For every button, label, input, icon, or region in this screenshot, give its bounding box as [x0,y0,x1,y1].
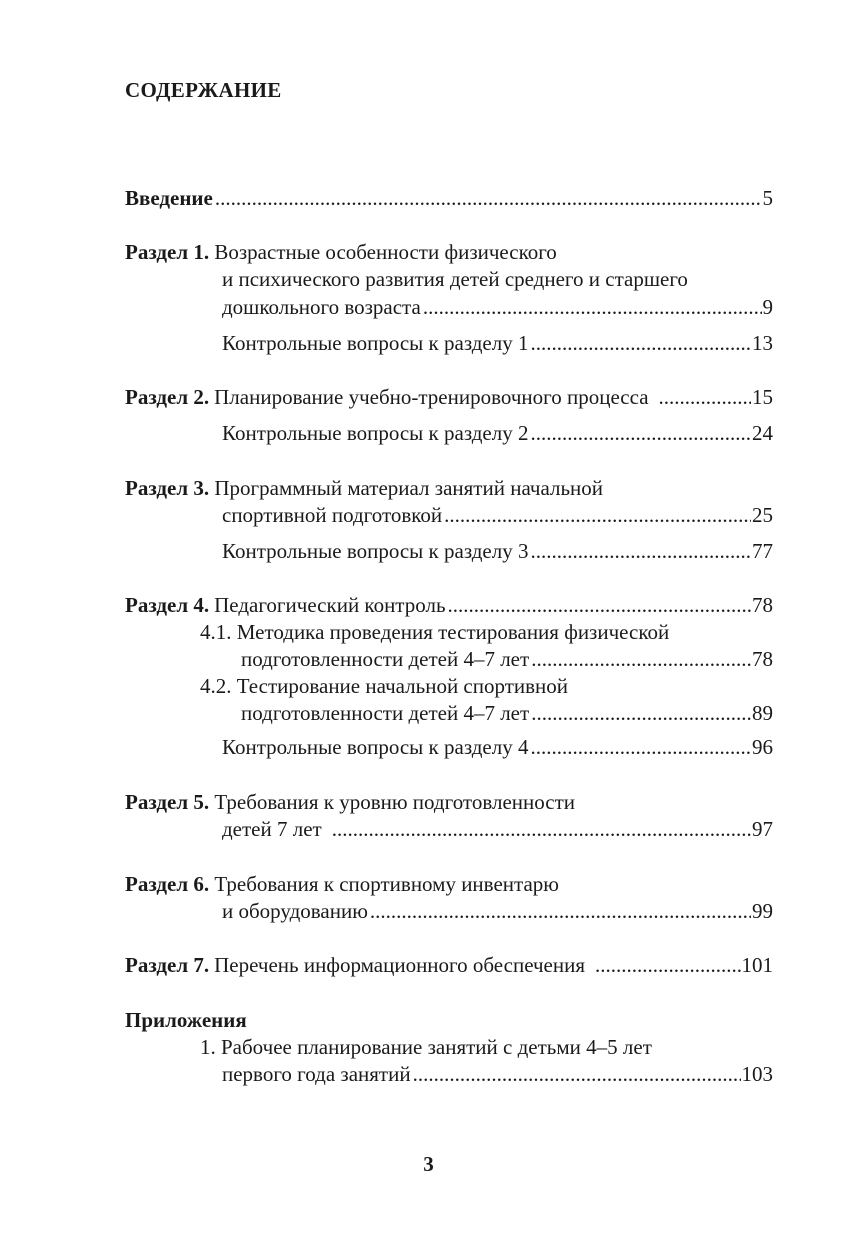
section-title-line: и психического развития детей среднего и старшего [222,267,688,291]
toc-entry-section-2[interactable] [125,383,773,411]
toc-entry-appendix-1[interactable] [200,1033,773,1061]
toc-entry-questions-4[interactable] [222,733,773,761]
section-title-line: Возрастные особенности физического [214,240,557,264]
questions-text: Контрольные вопросы к разделу 3 [222,539,529,563]
toc-entry-section-6[interactable] [125,870,773,898]
subsection-title-last-line [241,699,773,727]
section-title-line: Требования к уровню подготовленности [214,790,576,814]
section-title-line: Перечень информационного обеспечения [214,953,586,977]
dot-leader [370,897,751,925]
dot-leader [530,419,751,447]
section-title-line: Планирование учебно-тренировочного процесса [214,385,649,409]
section-label: Раздел 2. [125,385,210,409]
dot-leader [595,951,740,979]
toc-entry-section-1[interactable] [125,238,773,266]
toc-entry-section-7[interactable] [125,951,773,979]
toc-entry-questions-3[interactable] [222,537,773,565]
page-ref: 15 [752,385,773,409]
questions-text: Контрольные вопросы к разделу 2 [222,421,529,445]
questions-text: Контрольные вопросы к разделу 4 [222,735,529,759]
toc-heading: СОДЕРЖАНИЕ [125,78,282,102]
section-label: Раздел 6. [125,872,210,896]
dot-leader [448,591,751,619]
page-ref: 13 [752,331,773,355]
toc-entry-questions-1[interactable] [222,329,773,357]
section-title-line: Программный материал занятий начальной [214,476,604,500]
dot-leader [531,645,751,673]
page-ref: 78 [752,647,773,671]
section-title-line: и оборудованию [222,899,368,923]
dot-leader [423,293,762,321]
section-title-last-line [222,293,773,321]
page-ref: 89 [752,701,773,725]
dot-leader [530,733,751,761]
dot-leader [413,1060,741,1088]
toc-entry-subsection-4-2[interactable] [200,672,773,700]
appendix-title-last-line [222,1060,773,1088]
toc-entry-section-3[interactable] [125,474,773,502]
subsection-title-last-line [241,645,773,673]
questions-text: Контрольные вопросы к разделу 1 [222,331,529,355]
appendix-label: Приложения [125,1008,247,1032]
section-label: Раздел 1. [125,240,210,264]
dot-leader [215,184,762,212]
section-title-line: Педагогический контроль [214,593,446,617]
dot-leader [530,537,751,565]
section-label: Раздел 7. [125,953,210,977]
section-title-line: спортивной подготовкой [222,503,443,527]
subsection-title-line: подготовленности детей 4–7 лет [241,647,530,671]
page-ref: 78 [752,593,773,617]
page-ref: 5 [762,186,773,210]
section-title-last-line [222,897,773,925]
page-number: 3 [423,1152,434,1176]
toc-entry-section-5[interactable] [125,788,773,816]
section-title-last-line [222,815,773,843]
appendix-title-line: 1. Рабочее планирование занятий с детьми 4–5 лет [200,1035,652,1059]
page-ref: 25 [752,503,773,527]
section-label: Раздел 3. [125,476,210,500]
section-label: Раздел 4. [125,593,210,617]
page-ref: 101 [741,953,773,977]
toc-entry-introduction[interactable] [125,184,773,212]
dot-leader [531,699,751,727]
page-ref: 103 [741,1062,773,1086]
dot-leader [444,501,751,529]
page-ref: 97 [752,817,773,841]
section-label: Раздел 5. [125,790,210,814]
dot-leader [530,329,751,357]
subsection-title-line: 4.1. Методика проведения тестирования физической [200,620,670,644]
section-title-continuation [222,265,773,293]
toc-appendix-heading [125,1006,773,1034]
section-title-last-line [222,501,773,529]
dot-leader [332,815,751,843]
section-title-line: детей 7 лет [222,817,322,841]
subsection-title-line: 4.2. Тестирование начальной спортивной [200,674,569,698]
subsection-title-line: подготовленности детей 4–7 лет [241,701,530,725]
toc-entry-subsection-4-1[interactable] [200,618,773,646]
toc-entry-section-4[interactable] [125,591,773,619]
page-ref: 96 [752,735,773,759]
page-ref: 9 [762,295,773,319]
appendix-title-line: первого года занятий [222,1062,411,1086]
section-title-line: Требования к спортивному инвентарю [214,872,559,896]
toc-entry-questions-2[interactable] [222,419,773,447]
page-ref: 77 [752,539,773,563]
page-ref: 24 [752,421,773,445]
dot-leader [659,383,751,411]
entry-label: Введение [125,186,213,210]
page-ref: 99 [752,899,773,923]
section-title-line: дошкольного возраста [222,295,421,319]
